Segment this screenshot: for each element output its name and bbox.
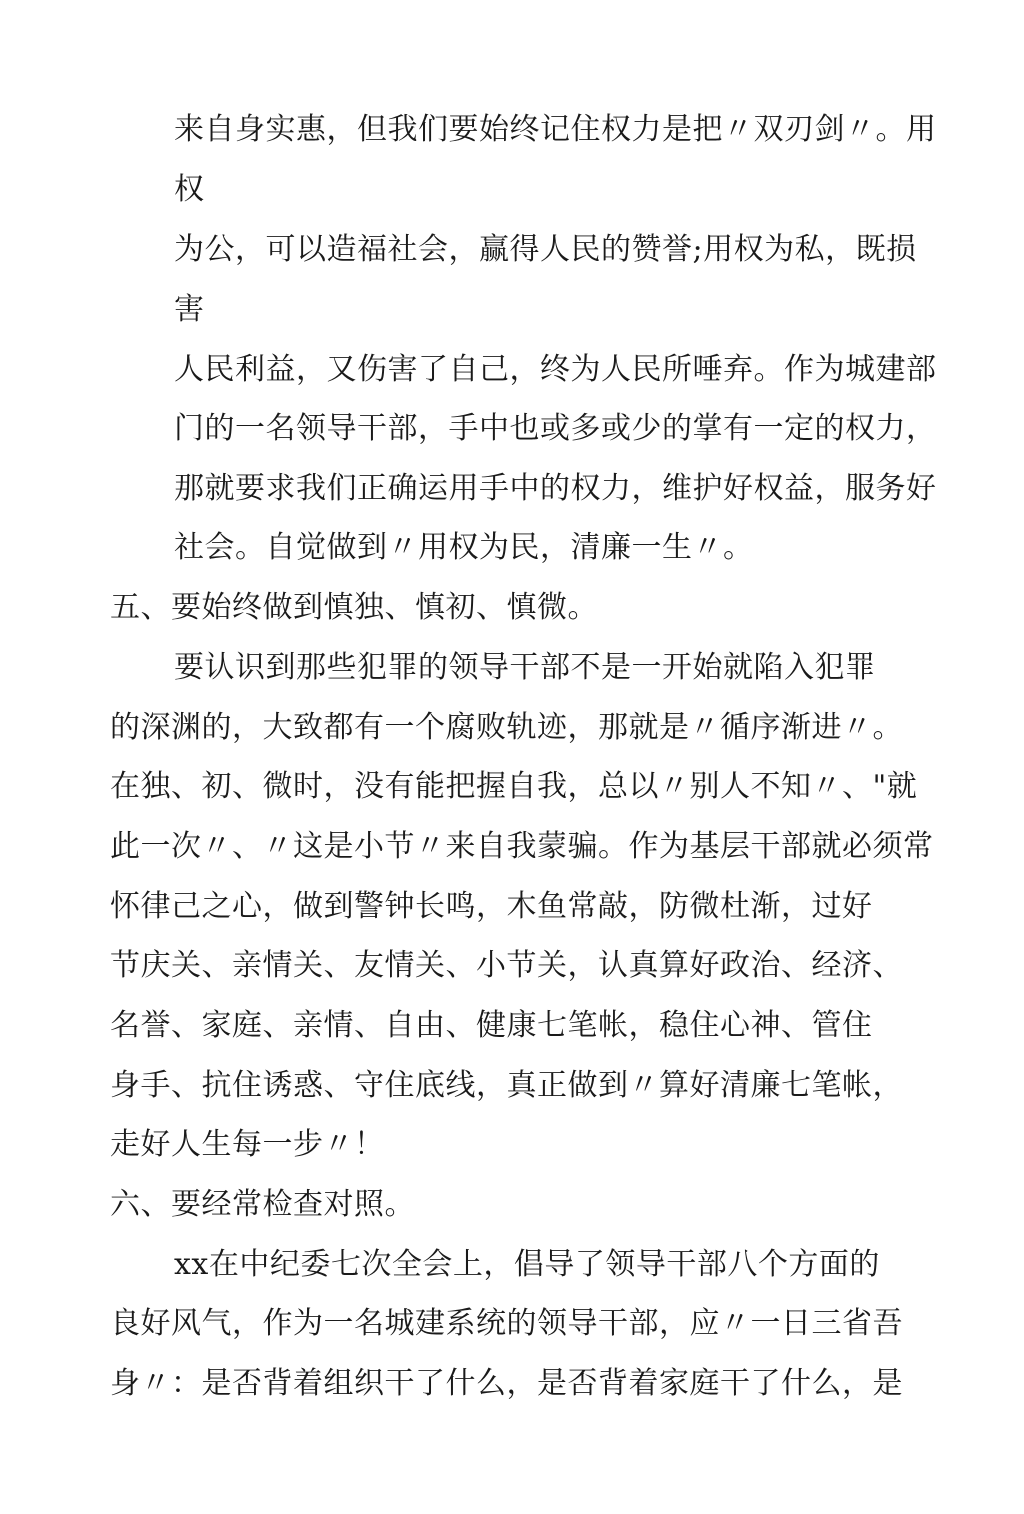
text-line: 社会。自觉做到〃用权为民，清廉一生〃。 (174, 530, 754, 565)
text-line: 来自身实惠，但我们要始终记住权力是把〃双刃剑〃。用 (174, 112, 937, 147)
text-line: 为公，可以造福社会，赢得人民的赞誉;用权为私，既损 (174, 232, 917, 267)
text-line: 身〃：是否背着组织干了什么，是否背着家庭干了什么，是 (110, 1366, 903, 1401)
text-line: 的深渊的，大致都有一个腐败轨迹，那就是〃循序渐进〃。 (110, 710, 903, 745)
text-line: 良好风气，作为一名城建系统的领导干部，应〃一日三省吾 (110, 1306, 903, 1341)
text-line: 身手、抗住诱惑、守住底线，真正做到〃算好清廉七笔帐， (110, 1068, 903, 1103)
text-line: 在独、初、微时，没有能把握自我，总以〃别人不知〃、"就 (110, 769, 918, 804)
text-line: 要认识到那些犯罪的领导干部不是一开始就陷入犯罪 (174, 650, 876, 685)
section-heading: 五、要始终做到慎独、慎初、慎微。 (110, 590, 598, 625)
text-line: 权 (174, 172, 205, 207)
text-line: 名誉、家庭、亲情、自由、健康七笔帐，稳住心神、管住 (110, 1008, 873, 1043)
text-line: 节庆关、亲情关、友情关、小节关，认真算好政治、经济、 (110, 948, 903, 983)
text-line: 走好人生每一步〃！ (110, 1127, 385, 1162)
section-heading: 六、要经常检查对照。 (110, 1187, 415, 1222)
text-line: xx在中纪委七次全会上，倡导了领导干部八个方面的 (174, 1247, 880, 1282)
text-line: 那就要求我们正确运用手中的权力，维护好权益，服务好 (174, 471, 937, 506)
text-line: 门的一名领导干部，手中也或多或少的掌有一定的权力， (174, 411, 937, 446)
text-line: 害 (174, 292, 205, 327)
text-line: 人民利益，又伤害了自己，终为人民所唾弃。作为城建部 (174, 352, 937, 387)
text-line: 怀律己之心，做到警钟长鸣，木鱼常敲，防微杜渐，过好 (110, 889, 873, 924)
text-line: 此一次〃、〃这是小节〃来自我蒙骗。作为基层干部就必须常 (110, 829, 934, 864)
